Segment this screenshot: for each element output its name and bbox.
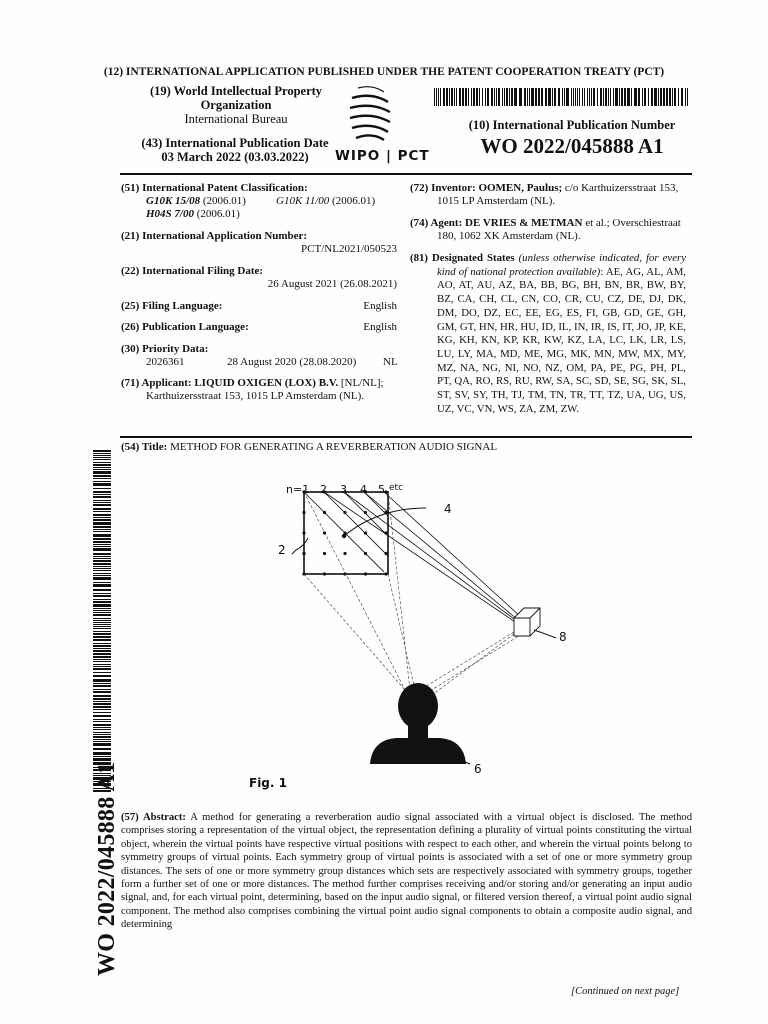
agent-address-1: et al.; Overschiestraat xyxy=(585,217,681,229)
col-label-3: 3 xyxy=(340,483,347,496)
barcode-icon xyxy=(434,88,690,106)
inventor-name: OOMEN, Paulus; xyxy=(478,182,563,194)
applicant-address: Karthuizersstraat 153, 1015 LP Amsterdam (NL). xyxy=(146,390,365,402)
pub-date: 03 March 2022 (03.03.2022) xyxy=(161,150,309,164)
ipc-code-2: G10K 11/00 xyxy=(276,195,330,207)
ref-label-6: 6 xyxy=(474,762,482,776)
designated-label: (81) Designated States xyxy=(410,252,515,264)
priority-country: NL xyxy=(383,356,398,368)
ref-label-2: 2 xyxy=(278,543,286,557)
wipo-organization xyxy=(148,84,324,126)
left-bibliographic-column xyxy=(121,182,397,403)
ref-label-8: 8 xyxy=(559,630,567,644)
side-barcode-icon xyxy=(93,450,111,795)
pub-lang-label: (26) Publication Language: xyxy=(121,321,249,333)
bureau: International Bureau xyxy=(184,112,288,126)
filing-lang: English xyxy=(363,300,397,312)
agent-label: (74) Agent: xyxy=(410,217,463,229)
inventor-address-2: 1015 LP Amsterdam (NL). xyxy=(437,195,556,207)
publication-date-block xyxy=(140,136,330,164)
applicant-nationality: [NL/NL]; xyxy=(340,377,384,389)
header-divider xyxy=(120,173,692,175)
abstract-label: (57) Abstract: xyxy=(121,812,186,823)
dashed-rays xyxy=(304,492,530,698)
designated-states: (81) Designated States (unless otherwise indicated, for every kind of national protection available): AE, AG, AL, AM, AO, AT, AU, AZ, BA, BB, BG, BH, BN, BR, BW, BY, BZ, CA, CH, CL, CN, CO, CR, CU, CZ, DE, DJ, DK, DM, DO, DZ, EC, EE, EG, ES, FI, GB, GD, GE, GH, GM, GT, HN, HR, HU, ID, IL, IN, IR, IS, IT, JO, JP, KE, KG, KH, KN, KP, KR, KW, KZ, LA, LC, LK, LR, LS, LU, LY, MA, MD, ME, MG, MK, MN, MW, MX, MY, MZ, NA, NG, NI, NO, NZ, OM, PA, PE, PG, PH, PL, PT, QA, RO, RS, RU, RW, SA, SC, SD, SE, SG, SK, SL, ST, SV, SY, TH, TJ, TM, TN, TR, TT, TZ, UA, UG, US, UZ, VC, VN, WS, ZA, ZM, ZW. xyxy=(410,252,687,415)
col-label-n1: n=1 xyxy=(286,483,310,496)
pub-date-label: (43) International Publication Date xyxy=(141,136,329,150)
ipc-code-3: H04S 7/00 xyxy=(146,208,194,220)
app-number: PCT/NL2021/050523 xyxy=(301,243,397,255)
leader-8 xyxy=(534,630,556,638)
col-label-5: 5 xyxy=(378,483,385,496)
continued-note: [Continued on next page] xyxy=(571,986,680,997)
filing-lang-label: (25) Filing Language: xyxy=(121,300,223,312)
title-label: (54) Title: xyxy=(121,441,168,453)
designated-note: (unless otherwise indicated, for every kind of national protection available) xyxy=(437,252,687,278)
virtual-point xyxy=(343,552,346,555)
title-row xyxy=(121,441,497,454)
ipc-code-1: G10K 15/08 xyxy=(146,195,201,207)
figure-1-drawing xyxy=(260,474,600,794)
agent-name: DE VRIES & METMAN xyxy=(465,217,583,229)
listener-head xyxy=(370,683,466,764)
ipc-label: (51) International Patent Classification: xyxy=(121,182,308,194)
virtual-point xyxy=(302,511,305,514)
pub-number-label: (10) International Publication Number xyxy=(468,118,676,132)
inventor-label: (72) Inventor: xyxy=(410,182,476,194)
invention-title: METHOD FOR GENERATING A REVERBERATION AUDIO SIGNAL xyxy=(170,441,498,453)
title-divider xyxy=(120,436,692,438)
org-label-2: Organization xyxy=(200,98,272,112)
app-number-label: (21) International Application Number: xyxy=(121,230,308,242)
virtual-point xyxy=(302,552,305,555)
org-label: (19) World Intellectual Property xyxy=(149,84,323,98)
side-publication-number: WO 2022/045888 A1 xyxy=(94,761,120,976)
filing-date-label: (22) International Filing Date: xyxy=(121,265,264,277)
filing-language-row xyxy=(121,300,397,313)
source-box xyxy=(514,608,540,636)
pub-number-block xyxy=(452,118,692,159)
priority-label: (30) Priority Data: xyxy=(121,343,209,355)
abstract-text: A method for generating a reverberation audio signal associated with a virtual object is disclosed. The method comprises storing a representation of the virtual object, the representation defining a plurality of virtual points constituting the virtual object, wherein the virtual points have respective virtual positions with respect to each other, and wherein the virtual points belong to symmetry groups of virtual points. Each symmetry group of virtual points is associated with a set of one or more symmetry group distances. The sets of one or more symmetry group distances which sets are respectively associated with symmetry groups, together form a further set of one or more distances. The method further comprises receiving and/or storing and/or generating an input audio signal, and, for each virtual point, determining, based on the input audio signal, or filtered version thereof, a virtual point audio signal component. The method also comprises combining the virtual point audio signal components to obtain a composite audio signal, and determining xyxy=(121,812,692,931)
applicant-label: (71) Applicant: xyxy=(121,377,192,389)
ref-label-4: 4 xyxy=(444,502,452,516)
ipc-date-3: (2006.01) xyxy=(196,208,240,220)
col-label-4: 4 xyxy=(360,483,367,496)
applicant-name: LIQUID OXIGEN (LOX) B.V. xyxy=(194,377,339,389)
pub-number: WO 2022/045888 A1 xyxy=(480,134,664,158)
leader-2 xyxy=(292,538,308,554)
pub-lang: English xyxy=(363,321,397,333)
col-label-2: 2 xyxy=(320,483,327,496)
figure-caption: Fig. 1 xyxy=(249,776,287,790)
col-label-etc: etc xyxy=(389,483,404,493)
agent-address-2: 180, 1062 XK Amsterdam (NL). xyxy=(437,230,581,242)
ipc-date-1: (2006.01) xyxy=(202,195,246,207)
priority-number: 2026361 xyxy=(146,356,185,368)
virtual-point xyxy=(302,531,305,534)
agent-row xyxy=(410,217,686,230)
virtual-point xyxy=(323,572,326,575)
right-bibliographic-column xyxy=(410,182,686,416)
rays-to-box xyxy=(324,492,522,624)
virtual-point xyxy=(323,552,326,555)
designated-list: AE, AG, AL, AM, AO, AT, AU, AZ, BA, BB, BG, BH, BN, BR, BW, BY, BZ, CA, CH, CL, CN, CO, CR, CU, CZ, DE, DJ, DK, DM, DO, DZ, EC, EE, EG, ES, FI, GB, GD, GE, GH, GM, GT, HN, HR, HU, ID, IL, IN, IR, IS, IT, JO, JP, KE, KG, KH, KN, KP, KR, KW, KZ, LA, LC, LK, LR, LS, LU, LY, MA, MD, ME, MG, MK, MN, MW, MX, MY, MZ, NA, NG, NI, NO, NZ, OM, PA, PE, PG, PH, PL, PT, QA, RO, RS, RU, RW, SA, SC, SD, SE, SG, SK, SL, ST, SV, SY, TH, TJ, TM, TN, TR, TT, TZ, UA, UG, US, UZ, VC, VN, WS, ZA, ZM, ZW. xyxy=(437,265,686,415)
filing-date: 26 August 2021 (26.08.2021) xyxy=(267,278,397,290)
priority-date: 28 August 2020 (28.08.2020) xyxy=(227,356,357,368)
inventor-address-1: c/o Karthuizersstraat 153, xyxy=(564,182,679,194)
virtual-point xyxy=(384,572,387,575)
publication-type-heading: (12) INTERNATIONAL APPLICATION PUBLISHED UNDER THE PATENT COOPERATION TREATY (PCT) xyxy=(103,66,665,78)
wipo-pct-wordmark: WIPO | PCT xyxy=(335,148,430,164)
abstract xyxy=(121,811,692,932)
wipo-logo xyxy=(335,82,434,168)
ipc-date-2: (2006.01) xyxy=(332,195,376,207)
inventor-row xyxy=(410,182,686,195)
virtual-point xyxy=(364,572,367,575)
applicant-row xyxy=(121,377,397,390)
publication-language-row xyxy=(121,321,397,334)
priority-row xyxy=(121,356,397,369)
